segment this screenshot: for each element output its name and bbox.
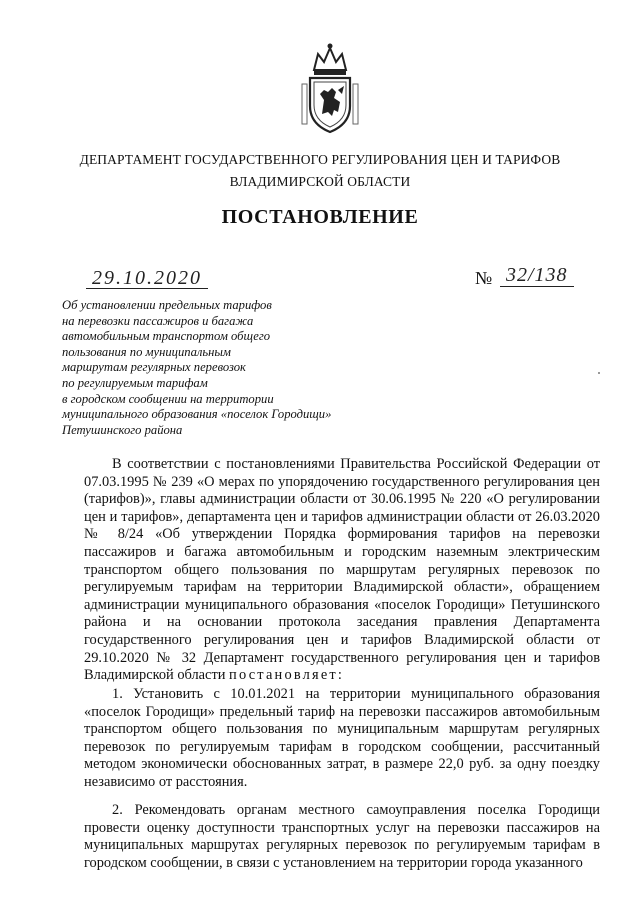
subject-line: маршрутам регулярных перевозок [62,360,246,375]
clause-2-paragraph: 2. Рекомендовать органам местного самоуправления поселка Городищи провести оценку доступности транспортных услуг на перевозки пассажиров на муниципальных маршрутах регулярных перевозок по регулируемым тарифам в городском сообщении, в связи с установлением на территории города указанного [84,802,600,871]
department-name-line2: ВЛАДИМИРСКОЙ ОБЛАСТИ [229,174,411,189]
subject-line: в городском сообщении на территории [62,391,274,406]
coat-of-arms-emblem [300,40,360,140]
subject-line: по регулируемым тарифам [62,375,208,390]
document-title: ПОСТАНОВЛЕНИЕ [221,206,419,228]
preamble-paragraph [84,456,600,685]
clause-1-paragraph: 1. Установить с 10.01.2021 на территории муниципального образования «поселок Городищи» предельный тариф на перевозки пассажиров автомобильным транспортом общего пользования по муниципальным маршрутам регулярных перевозок по регулируемым тарифам в городском сообщении, рассчитанный методом экономически обоснованных затрат, в размере 22,0 руб. за одну поездку независимо от расстояния. [84,686,600,790]
subject-line: пользования по муниципальным [62,344,231,359]
subject-line: Об установлении предельных тарифов [62,298,272,312]
department-name-line1: ДЕПАРТАМЕНТ ГОСУДАРСТВЕННОГО РЕГУЛИРОВАНИЯ ЦЕН И ТАРИФОВ [79,152,561,167]
document-number: 32/138 [500,264,574,287]
number-label: № [475,268,493,288]
subject-block [62,298,402,438]
preamble-text: В соответствии с постановлениями Правительства Российской Федерации от 07.03.1995 № 239 «О мерах по упорядочению государственного регулирования цен (тарифов)», главы администрации области от 30.06.1995 № 220 «О регулировании цен и тарифов», департамента цен и тарифов администрации области от 26.03.2020 № 8/24 «Об утверждении Порядка формирования тарифов на перевозки пассажиров и багажа автомобильным и городским наземным электрическим транспортом общего пользования по маршрутам регулярных перевозок по регулируемым тарифам на территории Владимирской области», обращением администрации муниципального образования «поселок Городищи» Петушинского района и на основании протокола заседания правления Департамента государственного регулирования цен и тарифов Владимирской области от 29.10.2020 № 32 Департамент государственного регулирования цен и тарифов Владимирской области [84,456,600,684]
subject-line: муниципального образования «поселок Городищи» [62,407,332,422]
subject-line: автомобильным транспортом общего [62,329,271,344]
subject-line: на перевозки пассажиров и багажа [62,313,254,328]
document-date: 29.10.2020 [86,268,208,289]
resolves-keyword: постановляет: [229,667,345,684]
scan-speck [598,372,600,374]
subject-line: Петушинского района [62,422,183,437]
